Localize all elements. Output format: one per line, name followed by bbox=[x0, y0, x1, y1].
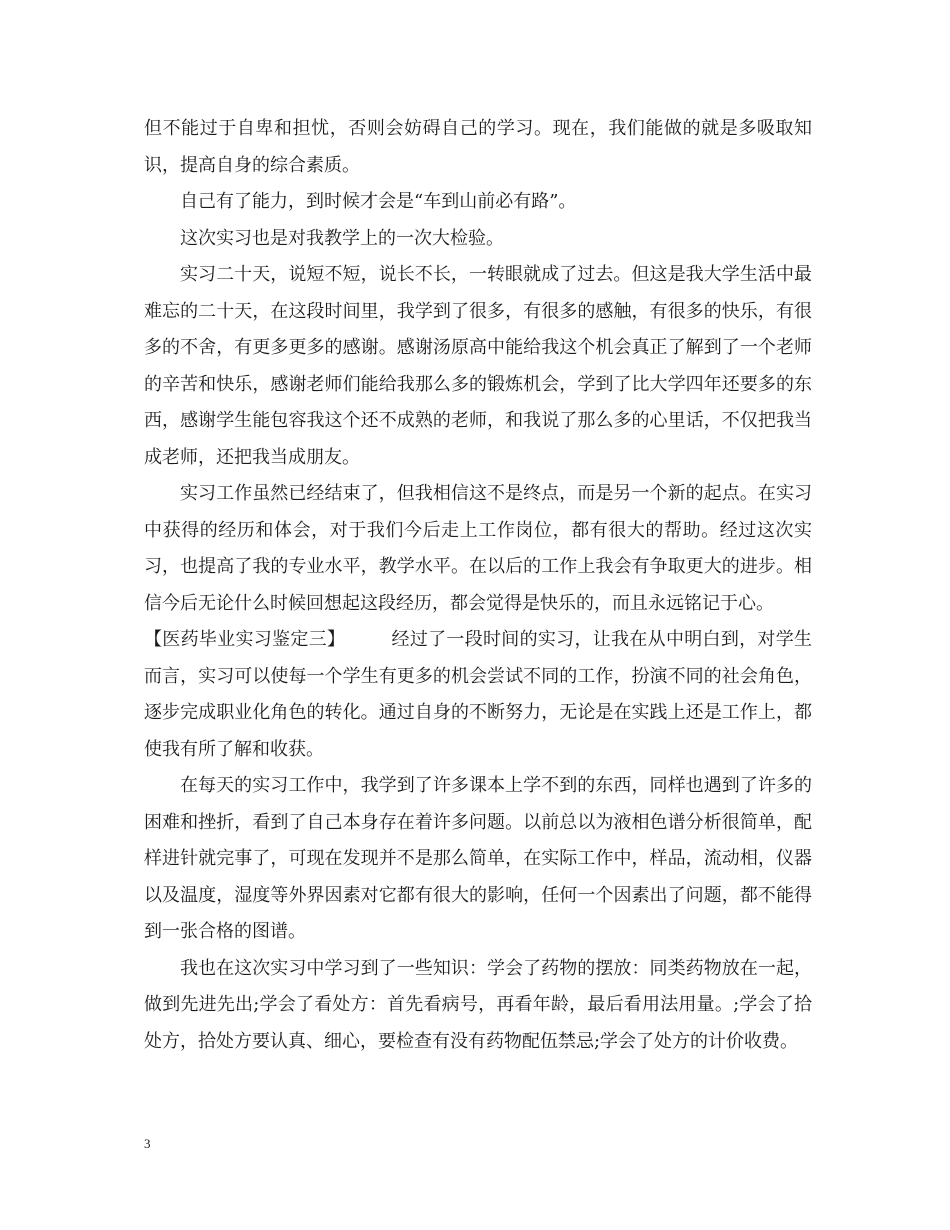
document-body bbox=[144, 111, 812, 1060]
section-title: 【医药毕业实习鉴定三】 bbox=[144, 629, 346, 650]
page-number: 3 bbox=[144, 1136, 151, 1151]
paragraph-teaching-test: 这次实习也是对我教学上的一次大检验。 bbox=[180, 227, 504, 249]
paragraph-twenty-days: 实习二十天，说短不短，说长不长，一转眼就成了过去。但这是我大学生活中最难忘的二十天，在这段时间里，我学到了很多，有很多的感触，有很多的快乐，有很多的不舍，有更多更多的感谢。感谢汤原高中能给我这个机会真正了解到了一个老师的辛苦和快乐，感谢老师们能给我那么多的锻炼机会，学到了比大学四年还要多的东西，感谢学生能包容我这个还不成熟的老师，和我说了那么多的心里话，不仅把我当成老师，还把我当成朋友。 bbox=[144, 264, 812, 468]
paragraph-knowledge-learned: 我也在这次实习中学习到了一些知识：学会了药物的摆放：同类药物放在一起，做到先进先出;学会了看处方：首先看病号，再看年龄，最后看用法用量。;学会了拾处方，拾处方要认真、细心，要检查有没有药物配伍禁忌;学会了处方的计价收费。 bbox=[144, 957, 812, 1052]
section-lead-text: 经过了一段时间的实习，让我在从中明白到，对学生而言，实习可以使每一个学生有更多的机会尝试不同的工作，扮演不同的社会角色，逐步完成职业化角色的转化。通过自身的不断努力，无论是在实践上还是工作上，都使我有所了解和收获。 bbox=[144, 629, 812, 760]
paragraph-ability: 自己有了能力，到时候才会是“车到山前必有路”。 bbox=[180, 191, 577, 212]
paragraph-new-starting-point: 实习工作虽然已经结束了，但我相信这不是终点，而是另一个新的起点。在实习中获得的经历和体会，对于我们今后走上工作岗位，都有很大的帮助。经过这次实习，也提高了我的专业水平，教学水平。在以后的工作上我会有争取更大的进步。相信今后无论什么时候回想起这段经历，都会觉得是快乐的，而且永远铭记于心。 bbox=[144, 483, 812, 614]
paragraph-daily-work: 在每天的实习工作中，我学到了许多课本上学不到的东西，同样也遇到了许多的困难和挫折，看到了自己本身存在着许多问题。以前总以为液相色谱分析很简单，配样进针就完事了，可现在发现并不是那么简单，在实际工作中，样品，流动相，仪器以及温度，湿度等外界因素对它都有很大的影响，任何一个因素出了问题，都不能得到一张合格的图谱。 bbox=[144, 775, 812, 942]
section-paragraph bbox=[144, 622, 812, 768]
paragraph-continuation: 但不能过于自卑和担忧，否则会妨碍自己的学习。现在，我们能做的就是多吸取知识，提高自身的综合素质。 bbox=[144, 118, 812, 176]
